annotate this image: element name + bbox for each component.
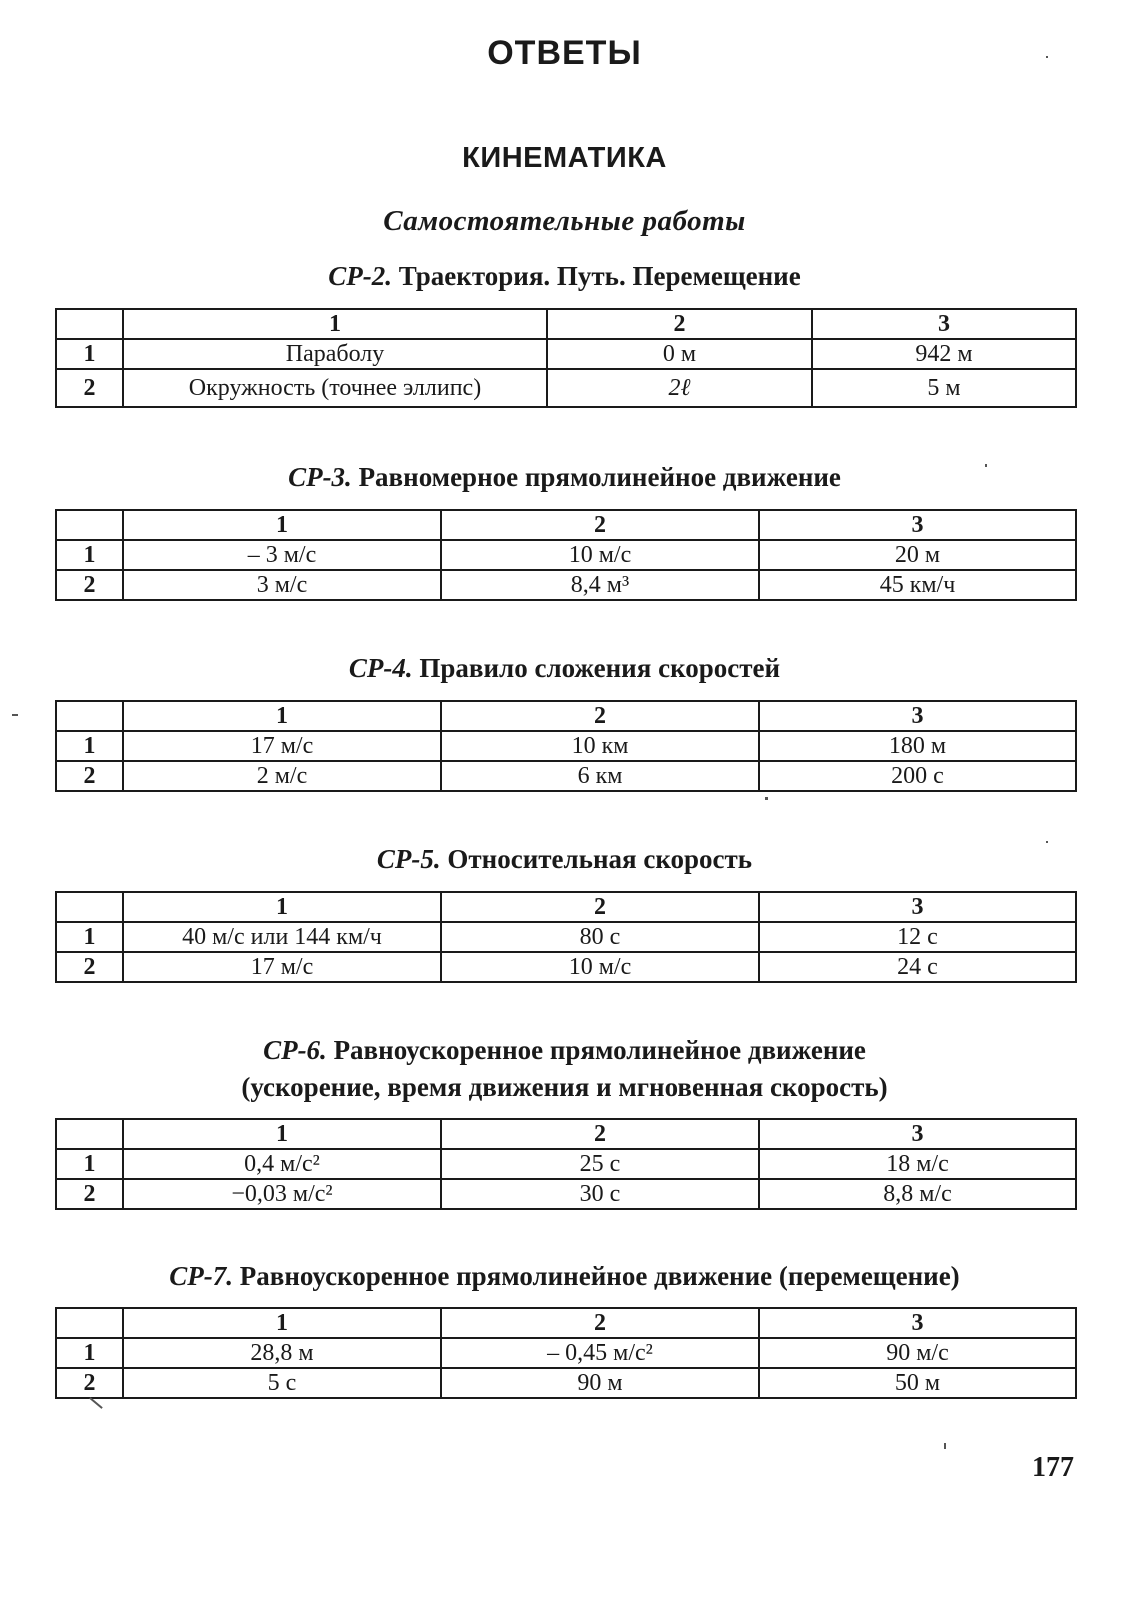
answer-cell: 28,8 м — [123, 1338, 441, 1368]
work-title-sr4 — [0, 650, 1129, 686]
answer-cell: 10 м/с — [441, 540, 759, 570]
answer-cell: 17 м/с — [123, 731, 441, 761]
variant-cell: 2 — [56, 570, 123, 600]
subsection-heading: Самостоятельные работы — [383, 205, 746, 237]
answer-cell: 0,4 м/с² — [123, 1149, 441, 1179]
table-row — [56, 952, 1076, 982]
work-title-sr3 — [0, 459, 1129, 495]
variant-cell: 2 — [56, 761, 123, 791]
work-title-sr2 — [0, 258, 1129, 294]
table-row — [56, 1179, 1076, 1209]
header-cell: 2 — [441, 1119, 759, 1149]
answer-cell: 10 м/с — [441, 952, 759, 982]
header-cell — [56, 1119, 123, 1149]
header-cell: 1 — [123, 510, 441, 540]
header-cell: 3 — [759, 1119, 1076, 1149]
answers-table-sr6 — [55, 1118, 1077, 1210]
header-cell: 2 — [441, 892, 759, 922]
work-code: СР-6. — [263, 1035, 327, 1065]
answer-cell: 45 км/ч — [759, 570, 1076, 600]
variant-cell: 1 — [56, 540, 123, 570]
answer-cell: – 3 м/с — [123, 540, 441, 570]
table-row — [56, 1149, 1076, 1179]
header-cell: 1 — [123, 1308, 441, 1338]
work-code: СР-7. — [169, 1261, 234, 1291]
table-header-row — [56, 1308, 1076, 1338]
header-cell — [56, 892, 123, 922]
answer-cell: 24 с — [759, 952, 1076, 982]
answer-cell: 8,8 м/с — [759, 1179, 1076, 1209]
section-heading: КИНЕМАТИКА — [462, 142, 667, 174]
work-name: Траектория. Путь. Перемещение — [398, 261, 801, 291]
header-cell: 3 — [759, 892, 1076, 922]
header-cell: 3 — [759, 1308, 1076, 1338]
answer-cell: 90 м — [441, 1368, 759, 1398]
answers-table-sr2 — [55, 308, 1077, 408]
header-cell: 1 — [123, 309, 547, 339]
answer-cell: 0 м — [547, 339, 812, 369]
answer-cell: 5 м — [812, 369, 1076, 407]
answers-table-sr5 — [55, 891, 1077, 983]
header-cell — [56, 1308, 123, 1338]
answers-table-sr3 — [55, 509, 1077, 601]
variant-cell: 1 — [56, 339, 123, 369]
variant-cell: 1 — [56, 731, 123, 761]
header-cell: 3 — [759, 701, 1076, 731]
answer-cell: 80 с — [441, 922, 759, 952]
scan-speck — [1046, 841, 1048, 843]
answers-table-sr4 — [55, 700, 1077, 792]
answer-cell: 10 км — [441, 731, 759, 761]
header-cell: 1 — [123, 701, 441, 731]
header-cell: 2 — [441, 701, 759, 731]
table-row — [56, 540, 1076, 570]
header-cell: 1 — [123, 1119, 441, 1149]
table-row — [56, 570, 1076, 600]
work-name: Равноускоренное прямолинейное движение — [333, 1035, 866, 1065]
variant-cell: 1 — [56, 922, 123, 952]
answers-table-sr7 — [55, 1307, 1077, 1399]
answer-cell: – 0,45 м/с² — [441, 1338, 759, 1368]
variant-cell: 1 — [56, 1338, 123, 1368]
work-name: Равномерное прямолинейное движение — [358, 462, 841, 492]
table-row — [56, 369, 1076, 407]
work-code: СР-4. — [348, 653, 413, 683]
answer-cell: 3 м/с — [123, 570, 441, 600]
table-row — [56, 731, 1076, 761]
table-header-row — [56, 701, 1076, 731]
answer-cell: 12 с — [759, 922, 1076, 952]
work-name: Относительная скорость — [447, 844, 753, 874]
scan-speck — [765, 797, 768, 800]
answer-cell: 17 м/с — [123, 952, 441, 982]
answer-cell: Окружность (точнее эллипс) — [123, 369, 547, 407]
table-header-row — [56, 892, 1076, 922]
answer-cell: 30 с — [441, 1179, 759, 1209]
answer-cell: 2 м/с — [123, 761, 441, 791]
work-title-sr6 — [0, 1032, 1129, 1068]
work-code: СР-5. — [376, 844, 441, 874]
header-cell — [56, 510, 123, 540]
answer-cell: 8,4 м³ — [441, 570, 759, 600]
answer-cell: 18 м/с — [759, 1149, 1076, 1179]
answer-cell: Параболу — [123, 339, 547, 369]
answer-cell: 25 с — [441, 1149, 759, 1179]
work-code: СР-2. — [328, 261, 393, 291]
header-cell — [56, 309, 123, 339]
header-cell — [56, 701, 123, 731]
table-header-row — [56, 510, 1076, 540]
answer-cell: −0,03 м/с² — [123, 1179, 441, 1209]
page-number: 177 — [1032, 1452, 1074, 1483]
table-row — [56, 339, 1076, 369]
table-header-row — [56, 1119, 1076, 1149]
work-code: СР-3. — [288, 462, 352, 492]
answer-cell: 2ℓ — [547, 369, 812, 407]
variant-cell: 2 — [56, 952, 123, 982]
work-name: Равноускоренное прямолинейное движение (перемещение) — [239, 1261, 960, 1291]
header-cell: 3 — [759, 510, 1076, 540]
header-cell: 3 — [812, 309, 1076, 339]
work-title-sr5 — [0, 841, 1129, 877]
variant-cell: 1 — [56, 1149, 123, 1179]
answer-cell: 5 с — [123, 1368, 441, 1398]
answer-cell: 90 м/с — [759, 1338, 1076, 1368]
variant-cell: 2 — [56, 1179, 123, 1209]
answer-cell: 50 м — [759, 1368, 1076, 1398]
table-row — [56, 922, 1076, 952]
scan-speck — [12, 714, 18, 716]
scan-speck — [1046, 56, 1048, 58]
answer-cell: 200 с — [759, 761, 1076, 791]
header-cell: 2 — [547, 309, 812, 339]
variant-cell: 2 — [56, 369, 123, 407]
scan-speck — [944, 1443, 946, 1449]
page-title: ОТВЕТЫ — [487, 34, 642, 72]
table-header-row — [56, 309, 1076, 339]
scan-speck — [985, 464, 987, 467]
answer-cell: 942 м — [812, 339, 1076, 369]
work-title-sr7 — [0, 1258, 1129, 1294]
table-row — [56, 761, 1076, 791]
table-row — [56, 1368, 1076, 1398]
work-name: Правило сложения скоростей — [419, 653, 781, 683]
header-cell: 2 — [441, 1308, 759, 1338]
answer-cell: 6 км — [441, 761, 759, 791]
answer-cell: 20 м — [759, 540, 1076, 570]
table-row — [56, 1338, 1076, 1368]
answer-cell: 180 м — [759, 731, 1076, 761]
header-cell: 1 — [123, 892, 441, 922]
variant-cell: 2 — [56, 1368, 123, 1398]
header-cell: 2 — [441, 510, 759, 540]
answer-cell: 40 м/с или 144 км/ч — [123, 922, 441, 952]
work-title-sr6-line2: (ускорение, время движения и мгновенная скорость) — [241, 1072, 888, 1102]
